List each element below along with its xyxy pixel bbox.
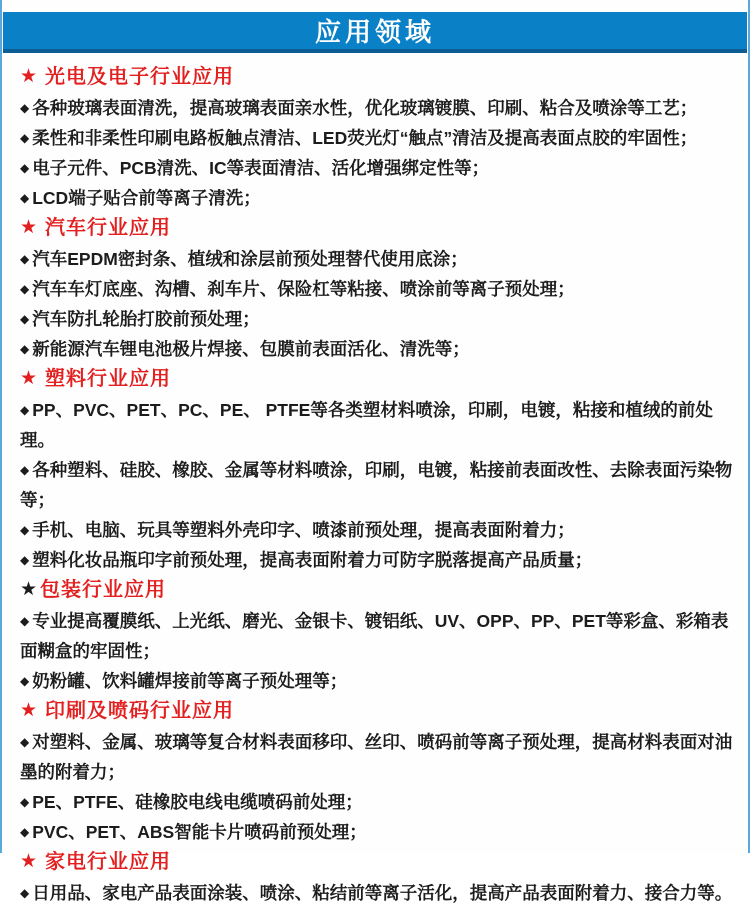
list-item (20, 727, 742, 787)
item-text: 对塑料、金属、玻璃等复合材料表面移印、丝印、喷码前等离子预处理，提高材料表面对油墨的附着力； (20, 732, 733, 782)
star-icon: ★ (20, 66, 39, 87)
item-text: 各种塑料、硅胶、橡胶、金属等材料喷涂，印刷，电镀，粘接前表面改性、去除表面污染物等； (20, 460, 733, 510)
item-text: PVC、PET、ABS智能卡片喷码前预处理； (32, 822, 367, 842)
item-text: 汽车EPDM密封条、植绒和涂层前预处理替代使用底涂； (32, 249, 468, 269)
diamond-bullet-icon: ◆ (20, 674, 30, 688)
item-text: 塑料化妆品瓶印字前预处理，提高表面附着力可防字脱落提高产品质量； (32, 550, 593, 570)
star-icon: ★ (20, 851, 39, 872)
list-item (20, 606, 742, 666)
content (2, 53, 748, 908)
list-item (20, 515, 742, 545)
section-heading-optoelectronics (20, 62, 742, 93)
header-bar (3, 12, 747, 53)
list-item (20, 878, 742, 908)
list-item (20, 183, 742, 213)
section-title: 汽车行业应用 (45, 217, 172, 239)
diamond-bullet-icon: ◆ (20, 312, 30, 326)
item-text: 汽车车灯底座、沟槽、刹车片、保险杠等粘接、喷涂前等离子预处理； (32, 279, 575, 299)
section-heading-automotive (20, 213, 742, 244)
diamond-bullet-icon: ◆ (20, 282, 30, 296)
item-text: 电子元件、PCB清洗、IC等表面清洁、活化增强绑定性等； (32, 158, 490, 178)
diamond-bullet-icon: ◆ (20, 252, 30, 266)
diamond-bullet-icon: ◆ (20, 886, 30, 900)
section-title: 家电行业应用 (45, 851, 172, 873)
section-title: 包装行业应用 (40, 579, 167, 601)
diamond-bullet-icon: ◆ (20, 101, 30, 115)
item-text: 专业提高覆膜纸、上光纸、磨光、金银卡、镀铝纸、UV、OPP、PP、PET等彩盒、彩箱表面糊盒的牢固性； (20, 611, 729, 661)
diamond-bullet-icon: ◆ (20, 825, 30, 839)
diamond-bullet-icon: ◆ (20, 463, 30, 477)
item-text: 新能源汽车锂电池极片焊接、包膜前表面活化、清洗等； (32, 339, 470, 359)
diamond-bullet-icon: ◆ (20, 403, 30, 417)
list-item (20, 817, 742, 847)
section-heading-packaging (20, 575, 742, 606)
list-item (20, 455, 742, 515)
diamond-bullet-icon: ◆ (20, 795, 30, 809)
diamond-bullet-icon: ◆ (20, 161, 30, 175)
diamond-bullet-icon: ◆ (20, 614, 30, 628)
list-item (20, 153, 742, 183)
section-heading-plastics (20, 364, 742, 395)
star-icon: ★ (20, 579, 39, 600)
item-text: 奶粉罐、饮料罐焊接前等离子预处理等； (32, 671, 348, 691)
item-text: 汽车防扎轮胎打胶前预处理； (32, 309, 260, 329)
list-item (20, 666, 742, 696)
diamond-bullet-icon: ◆ (20, 735, 30, 749)
page-title: 应用领域 (314, 17, 435, 47)
list-item (20, 334, 742, 364)
item-text: 手机、电脑、玩具等塑料外壳印字、喷漆前预处理，提高表面附着力； (32, 520, 575, 540)
list-item (20, 93, 742, 123)
list-item (20, 304, 742, 334)
list-item (20, 244, 742, 274)
section-title: 印刷及喷码行业应用 (45, 700, 235, 722)
diamond-bullet-icon: ◆ (20, 523, 30, 537)
section-title: 光电及电子行业应用 (45, 66, 235, 88)
section-title: 塑料行业应用 (45, 368, 172, 390)
item-text: PP、PVC、PET、PC、PE、 PTFE等各类塑材料喷涂，印刷，电镀，粘接和植绒的前处理。 (20, 400, 713, 450)
list-item (20, 787, 742, 817)
item-text: 柔性和非柔性印刷电路板触点清洁、LED荧光灯“触点”清洁及提高表面点胶的牢固性； (32, 128, 698, 148)
list-item (20, 274, 742, 304)
item-text: LCD端子贴合前等离子清洗； (32, 188, 261, 208)
section-heading-printing-coding (20, 696, 742, 727)
diamond-bullet-icon: ◆ (20, 342, 30, 356)
list-item (20, 395, 742, 455)
section-heading-home-appliance (20, 847, 742, 878)
item-text: 各种玻璃表面清洗，提高玻璃表面亲水性，优化玻璃镀膜、印刷、粘合及喷涂等工艺； (32, 98, 698, 118)
list-item (20, 545, 742, 575)
star-icon: ★ (20, 700, 39, 721)
star-icon: ★ (20, 368, 39, 389)
diamond-bullet-icon: ◆ (20, 191, 30, 205)
list-item (20, 123, 742, 153)
item-text: PE、PTFE、硅橡胶电线电缆喷码前处理； (32, 792, 363, 812)
diamond-bullet-icon: ◆ (20, 553, 30, 567)
diamond-bullet-icon: ◆ (20, 131, 30, 145)
item-text: 日用品、家电产品表面涂装、喷涂、粘结前等离子活化，提高产品表面附着力、接合力等。 (32, 883, 733, 903)
star-icon: ★ (20, 217, 39, 238)
